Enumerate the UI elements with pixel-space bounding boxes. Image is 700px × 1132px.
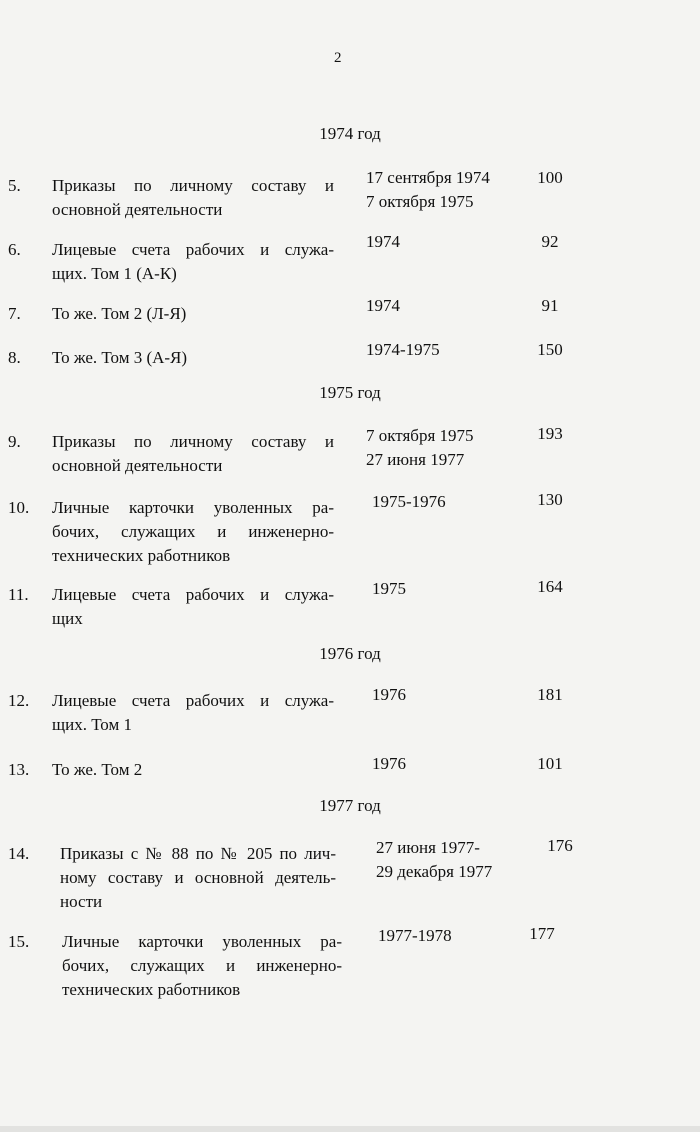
year-heading-1976: 1976 год xyxy=(319,644,381,663)
desc-line: Приказы по личному составу и xyxy=(52,176,334,195)
page-number: 2 xyxy=(334,50,342,66)
entry-description xyxy=(52,583,334,631)
entry-dates xyxy=(366,338,516,362)
desc-line: бочих, служащих и инженерно- xyxy=(62,956,342,975)
desc-line: Личные карточки уволенных ра- xyxy=(52,498,334,517)
date-line: 1974 xyxy=(366,232,400,251)
entry-number: 7. xyxy=(8,304,21,323)
entry-description xyxy=(52,346,334,370)
entry-number: 11. xyxy=(8,585,29,604)
entry-number: 14. xyxy=(8,844,30,863)
date-line: 27 июня 1977 xyxy=(366,450,465,469)
entry-count: 101 xyxy=(537,754,563,773)
entry-description xyxy=(52,689,334,737)
desc-line: Лицевые счета рабочих и служа- xyxy=(52,585,334,604)
entry-number: 8. xyxy=(8,348,21,367)
entry-number: 10. xyxy=(8,498,30,517)
date-line: 1974-1975 xyxy=(366,340,440,359)
year-heading-1975: 1975 год xyxy=(319,383,381,402)
desc-line: То же. Том 2 (Л-Я) xyxy=(52,304,187,323)
entry-dates xyxy=(366,166,516,214)
desc-line: технических работников xyxy=(62,980,241,999)
list-item xyxy=(0,924,700,1010)
desc-line: щих. Том 1 (А-К) xyxy=(52,264,177,283)
entry-dates xyxy=(372,752,522,776)
desc-line: ному составу и основной деятель- xyxy=(60,868,336,887)
entry-count: 150 xyxy=(537,340,563,359)
entry-description xyxy=(52,430,334,478)
entry-count: 181 xyxy=(537,685,563,704)
desc-line: основной деятельности xyxy=(52,200,223,219)
entry-number: 15. xyxy=(8,932,30,951)
date-line: 1975 xyxy=(372,579,406,598)
entry-count: 177 xyxy=(529,924,555,943)
entry-number: 6. xyxy=(8,240,21,259)
entry-count: 193 xyxy=(537,424,563,443)
entry-count: 100 xyxy=(537,168,563,187)
date-line: 1976 xyxy=(372,685,406,704)
desc-line: ности xyxy=(60,892,103,911)
entry-count: 130 xyxy=(537,490,563,509)
date-line: 1976 xyxy=(372,754,406,773)
date-line: 1974 xyxy=(366,296,400,315)
desc-line: щих. Том 1 xyxy=(52,715,132,734)
list-item xyxy=(0,490,700,576)
date-line: 17 сентября 1974 xyxy=(366,168,490,187)
entry-number: 5. xyxy=(8,176,21,195)
desc-line: Приказы по личному составу и xyxy=(52,432,334,451)
desc-line: бочих, служащих и инженерно- xyxy=(52,522,334,541)
date-line: 1975-1976 xyxy=(372,492,446,511)
date-line: 1977-1978 xyxy=(378,926,452,945)
entry-dates xyxy=(366,230,516,254)
entry-dates xyxy=(366,424,516,472)
entry-dates xyxy=(376,836,526,884)
page-edge xyxy=(0,1126,700,1132)
entry-description xyxy=(52,758,334,782)
date-line: 27 июня 1977- xyxy=(376,838,480,857)
desc-line: То же. Том 2 xyxy=(52,760,143,779)
entry-count: 164 xyxy=(537,577,563,596)
entry-dates xyxy=(372,490,522,514)
entry-dates xyxy=(378,924,528,948)
entry-description xyxy=(52,302,334,326)
entry-description xyxy=(62,930,342,1002)
desc-line: Лицевые счета рабочих и служа- xyxy=(52,691,334,710)
year-heading-1974: 1974 год xyxy=(319,124,381,143)
entry-dates xyxy=(372,577,522,601)
entry-count: 176 xyxy=(547,836,573,855)
entry-description xyxy=(52,496,334,568)
entry-description xyxy=(60,842,336,914)
entry-dates xyxy=(372,683,522,707)
list-item xyxy=(0,685,700,769)
date-line: 29 декабря 1977 xyxy=(376,862,493,881)
year-heading-1977: 1977 год xyxy=(319,796,381,815)
entry-number: 9. xyxy=(8,432,21,451)
entry-number: 13. xyxy=(8,760,30,779)
desc-line: То же. Том 3 (А-Я) xyxy=(52,348,188,367)
desc-line: технических работников xyxy=(52,546,231,565)
desc-line: Личные карточки уволенных ра- xyxy=(62,932,342,951)
desc-line: щих xyxy=(52,609,83,628)
date-line: 7 октября 1975 xyxy=(366,192,474,211)
desc-line: Приказы с № 88 по № 205 по лич- xyxy=(60,844,336,863)
entry-count: 92 xyxy=(541,232,559,251)
date-line: 7 октября 1975 xyxy=(366,426,474,445)
entry-description xyxy=(52,174,334,222)
entry-number: 12. xyxy=(8,691,30,710)
entry-dates xyxy=(366,294,516,318)
desc-line: Лицевые счета рабочих и служа- xyxy=(52,240,334,259)
desc-line: основной деятельности xyxy=(52,456,223,475)
list-item xyxy=(0,836,700,922)
entry-description xyxy=(52,238,334,286)
entry-count: 91 xyxy=(541,296,559,315)
